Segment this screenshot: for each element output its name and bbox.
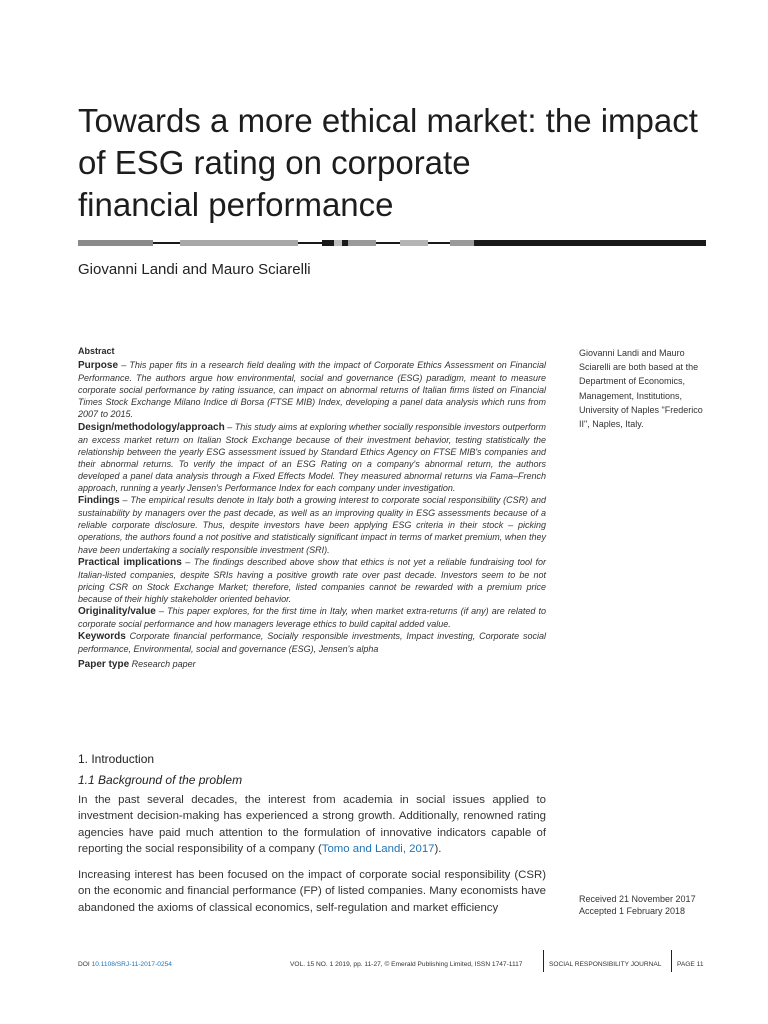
abstract-heading: Abstract — [78, 346, 115, 356]
title-line: financial performance — [78, 186, 394, 223]
abstract-practical: Practical implications – The findings described above show that ethics is not yet a reliable fundraising tool for Italian-listed companies, despite SRIs having a positive growth rate over past decade. Investors seem to be not pricing CSR on Stock Exchange Market; therefore, listed companies cannot be rewarded with a premium price because of their highly stakeholder oriented behavior. — [78, 556, 546, 604]
footer-journal: SOCIAL RESPONSIBILITY JOURNAL — [549, 961, 662, 968]
footer-volume: VOL. 15 NO. 1 2019, pp. 11-27, © Emerald Publishing Limited, ISSN 1747-1117 — [290, 961, 523, 968]
abstract-keywords: Keywords Corporate financial performance, Socially responsible investments, Impact investing, Corporate social performance, Environmental, social and governance (ESG), Jensen's alpha — [78, 631, 546, 655]
abstract-purpose: Purpose – This paper fits in a research field dealing with the impact of Corporate Ethics Assessment on Financial Performance. The authors argue how environmental, social and governance (ESG) paradigm, meant to measure corporate social performance by rating issuance, can impact on abnormal returns of Italian firms listed on Financial Times Stock Exchange Milano Indice di Borsa (FTSE MIB) Index, developing a panel data analysis which runs from 2007 to 2015. — [78, 360, 546, 420]
title-divider — [78, 240, 706, 246]
footer-doi: DOI 10.1108/SRJ-11-2017-0254 — [78, 961, 172, 968]
doi-link[interactable]: 10.1108/SRJ-11-2017-0254 — [91, 961, 172, 968]
accepted-date: Accepted 1 February 2018 — [579, 905, 686, 916]
paper-title — [78, 100, 728, 226]
introduction-section — [78, 752, 546, 916]
title-line: Towards a more ethical market: the impact — [78, 102, 698, 139]
footer-separator — [543, 950, 544, 972]
title-line: of ESG rating on corporate — [78, 144, 471, 181]
footer-separator — [671, 950, 672, 972]
author-affiliation: Giovanni Landi and Mauro Sciarelli are both based at the Department of Economics, Management, Institutions, University of Naples "Frederico II", Naples, Italy. — [579, 348, 703, 430]
abstract — [78, 345, 546, 671]
intro-paragraph: Increasing interest has been focused on the impact of corporate social responsibility (CSR) on the economic and financial performance (FP) of listed companies. Many economists have abandoned the axioms of classical economics, self-regulation and market efficiency — [78, 869, 546, 914]
citation-link[interactable]: Tomo and Landi, 2017 — [321, 842, 435, 855]
abstract-design: Design/methodology/approach – This study aims at exploring whether socially responsible investors outperform an excess market return on Italian Stock Exchange because of their investment behavior, testing statistically the relationship between the yearly ESG assessment issued by Standard Ethics Agency on FTSE MIB's companies and their abnormal returns. To verify the impact of an ESG Rating on a company's abnormal return, the authors developed a panel data analysis through a Fixed Effects Model. They measured abnormal returns via Fama–French approach, running a yearly Jensen's Performance Index for each company under investigation. — [78, 421, 546, 494]
abstract-originality: Originality/value – This paper explores, for the first time in Italy, when market extra-returns (if any) are related to corporate social performance and how managers leverage ethics to build capital added value. — [78, 605, 546, 630]
authors: Giovanni Landi and Mauro Sciarelli — [78, 261, 311, 278]
section-heading: 1. Introduction — [78, 752, 155, 766]
received-date: Received 21 November 2017 — [579, 894, 696, 904]
abstract-findings: Findings – The empirical results denote in Italy both a growing interest to corporate social responsibility (CSR) and sustainability by managers over the past decade, as well as an improving quality in ESG assessments because of a reliable corporate disclosure. Thus, despite investors have been applying ESG criteria in their stock – picking operations, the authors found a not positive and statistically significant impact in terms of market premium, when they have been undertaking a socially responsible investment (SRI). — [78, 495, 546, 555]
received-accepted-dates — [579, 894, 696, 917]
footer-page: PAGE 11 — [677, 961, 704, 968]
intro-paragraph: In the past several decades, the interest from academia in social issues applied to investment decision-making has experienced a strong growth. Additionally, renowned rating agencies have paid much attention to the formulation of innovative indicators capable of reporting the social responsibility of a company (Tomo and Landi, 2017). — [78, 794, 546, 855]
abstract-paper-type: Paper type Research paper — [78, 659, 196, 671]
subsection-heading: 1.1 Background of the problem — [78, 773, 243, 787]
